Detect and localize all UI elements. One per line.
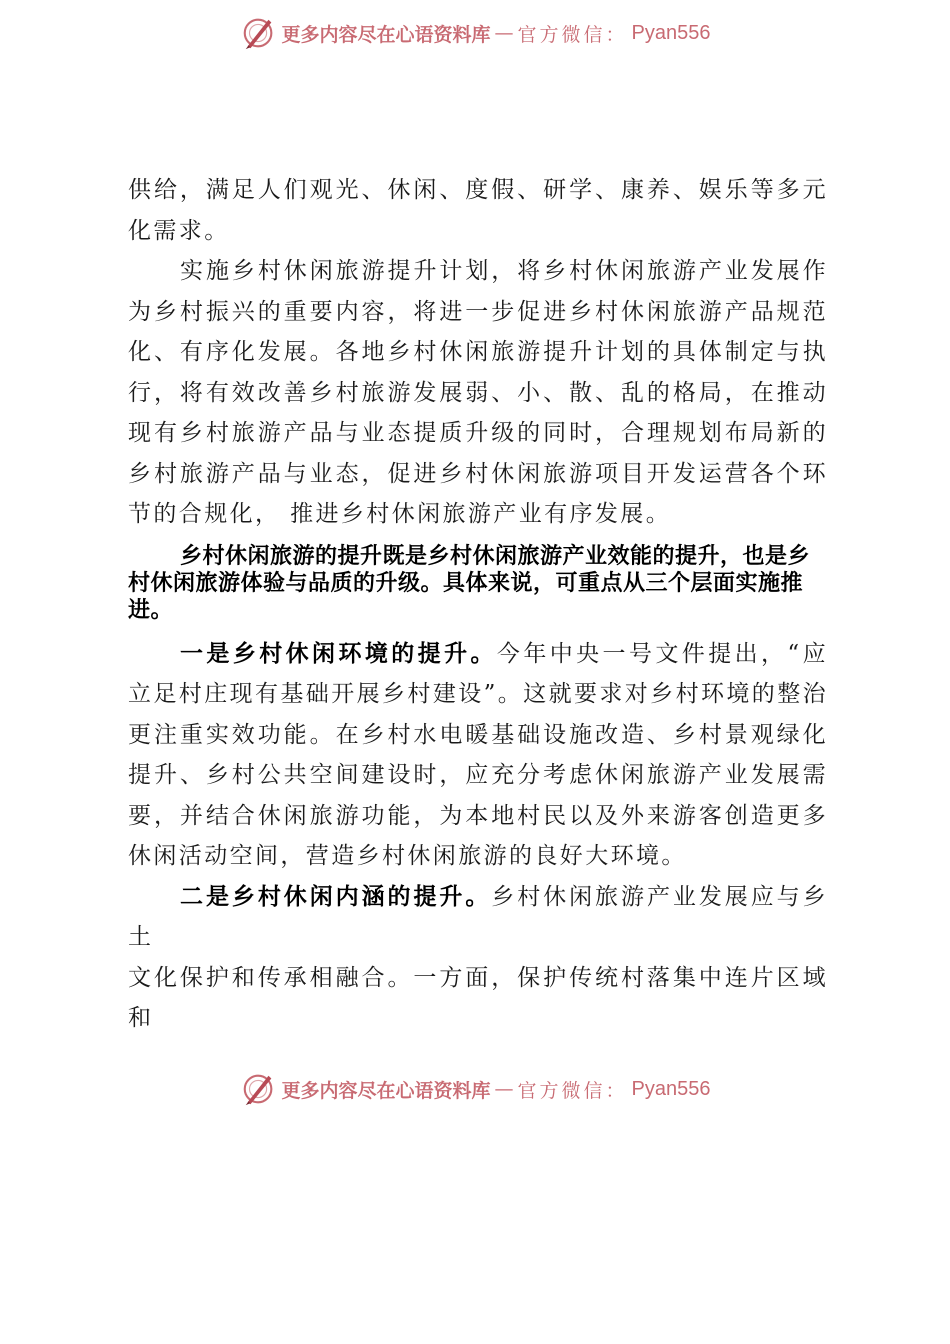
paragraph-4-text: 今年中央一号文件提出，“应立足村庄现有基础开展乡村建设”。这就要求对乡村环境的整治更注重实效功能。在乡村水电暖基础设施改造、乡村景观绿化提升、乡村公共空间建设时，应充分考虑休闲旅游产业发展需要，并结合休闲旅游功能，为本地村民以及外来游客创造更多休闲活动空间，营造乡村休闲旅游的良好大环境。	[128, 640, 828, 869]
watermark-separator: —	[494, 22, 514, 44]
watermark-site-text: 更多内容尽在心语资料库	[281, 1079, 491, 1102]
watermark-wechat-label: 官方微信：	[517, 23, 628, 46]
watermark-header	[0, 14, 950, 52]
paragraph-4	[128, 634, 828, 877]
paragraph-5-lead: 二是乡村休闲内涵的提升。	[180, 882, 492, 910]
watermark-footer	[0, 1070, 950, 1108]
watermark-wechat-id: Pyan556	[631, 21, 711, 44]
paragraph-2: 实施乡村休闲旅游提升计划，将乡村休闲旅游产业发展作为乡村振兴的重要内容，将进一步促进乡村休闲旅游产品规范化、有序化发展。各地乡村休闲旅游提升计划的具体制定与执行，将有效改善乡村旅游发展弱、小、散、乱的格局，在推动现有乡村旅游产品与业态提质升级的同时，合理规划布局新的乡村旅游产品与业态，促进乡村休闲旅游项目开发运营各个环节的合规化， 推进乡村休闲旅游产业有序发展。	[128, 258, 828, 527]
brush-logo-icon	[240, 14, 278, 52]
paragraph-5-text-line2: 文化保护和传承相融合。一方面，保护传统村落集中连片区域和	[128, 964, 828, 1031]
brush-logo-icon	[240, 1070, 278, 1108]
paragraph-5	[128, 877, 828, 1039]
watermark-separator: —	[494, 1078, 514, 1100]
document-body	[128, 170, 828, 1039]
watermark-wechat-label: 官方微信：	[517, 1079, 628, 1102]
watermark-wechat-id: Pyan556	[631, 1077, 711, 1100]
paragraph-4-lead: 一是乡村休闲环境的提升。	[180, 639, 497, 667]
paragraph-1: 供给，满足人们观光、休闲、度假、研学、康养、娱乐等多元化需求。	[128, 177, 828, 244]
paragraph-5-text-line1: 乡村休闲旅游产业发展应与乡土	[128, 883, 828, 950]
paragraph-3-bold: 乡村休闲旅游的提升既是乡村休闲旅游产业效能的提升，也是乡村休闲旅游体验与品质的升级。具体来说，可重点从三个层面实施推进。	[128, 543, 811, 623]
watermark-site-text: 更多内容尽在心语资料库	[281, 23, 491, 46]
